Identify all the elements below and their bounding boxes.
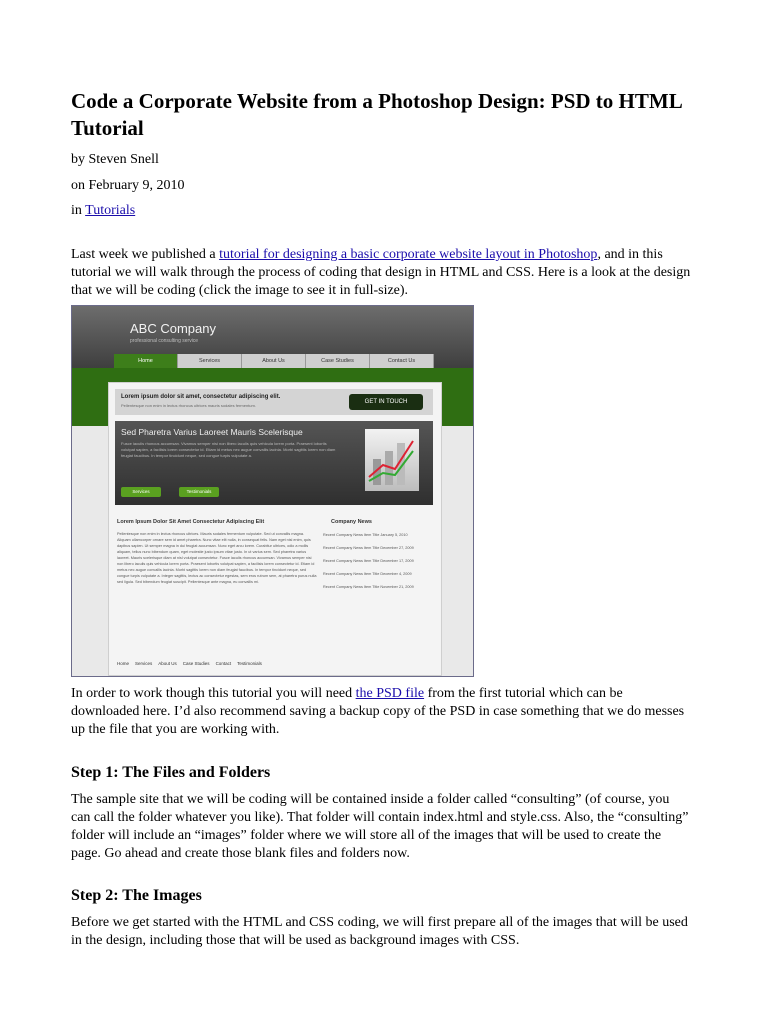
- mockup-footer-item: About Us: [158, 661, 177, 666]
- step2-text: Before we get started with the HTML and CSS coding, we will first prepare all of the images that will be used in the design, including those that will be used as background images with CSS.: [71, 915, 688, 948]
- mockup-feature-title: Sed Pharetra Varius Laoreet Mauris Scelerisque: [121, 427, 303, 437]
- mockup-callout-bar: [115, 389, 433, 415]
- mockup-tagline: professional consulting service: [130, 338, 199, 344]
- step2-heading: Step 2: The Images: [71, 887, 202, 904]
- psd-paragraph: [71, 685, 691, 739]
- mockup-news-title: Company News: [331, 519, 372, 525]
- mockup-news-item: Recent Company News Item Title December 4, 2009: [323, 572, 412, 576]
- category-link[interactable]: Tutorials: [85, 203, 136, 218]
- article-title: Code a Corporate Website from a Photoshop Design: PSD to HTML Tutorial: [71, 89, 682, 140]
- byline: by Steven Snell: [71, 152, 159, 167]
- psd-text-2: from the first tutorial which can be downloaded here. I’d also recommend saving a backup copy of the PSD in case something that we do messes up the file that you are working with.: [71, 686, 685, 737]
- step1-text: The sample site that we will be coding will be contained inside a folder called “consulting” (of course, you can call the folder whatever you like). That folder will contain index.html and style.css. Also, the “consulting” folder will include an “images” folder where we will store all of the images that will be used to create the page. Go ahead and create those blank files and folders now.: [71, 792, 689, 861]
- publish-date: on February 9, 2010: [71, 178, 185, 193]
- mockup-nav-item: About Us: [242, 354, 306, 368]
- mockup-cta-button: GET IN TOUCH: [349, 394, 423, 410]
- intro-text-1: Last week we published a: [71, 247, 220, 262]
- psd-text-1: In order to work though this tutorial you will need: [71, 686, 356, 701]
- mockup-footer-item: Testimonials: [237, 661, 262, 666]
- mockup-news-item: Recent Company News Item Title December 27, 2009: [323, 546, 414, 550]
- mockup-news-item: Recent Company News Item Title December 17, 2009: [323, 559, 414, 563]
- psd-file-link[interactable]: the PSD file: [355, 686, 425, 701]
- mockup-nav-item: Case Studies: [306, 354, 370, 368]
- design-preview-image[interactable]: [71, 305, 474, 677]
- mockup-logo: ABC Company: [130, 321, 216, 336]
- mockup-services-button: Services: [121, 487, 161, 497]
- mockup-nav-item: Home: [114, 354, 178, 368]
- mockup-footer-item: Contact: [215, 661, 232, 666]
- mockup-footer-item: Case Studies: [182, 661, 210, 666]
- mockup-footer-nav: [117, 661, 262, 666]
- mockup-testimonials-button: Testimonials: [179, 487, 219, 497]
- mockup-chart-graphic: [365, 429, 419, 491]
- mockup-feature: [115, 421, 433, 505]
- category-prefix: in: [71, 203, 82, 218]
- mockup-news-list: [323, 533, 423, 598]
- intro-text-2: , and in this tutorial we will walk through the process of coding that design in HTML and CSS. Here is a look at the design that we will be coding (click the image to see it in full-size).: [71, 247, 691, 298]
- mockup-nav-item: Services: [178, 354, 242, 368]
- mockup-left-text: Pellentesque non enim in lectus rhoncus ultrices. Mauris sodales fermentum vulputate. Sed ut convallis magna. Aliquam ullamcorper ornare sem id amet pharetra. Nunc vitae elit nulla, in consequat felis. Nam eget nisl enim, quis dapibus sapien. Ut semper magna in dui feugiat accumsan. Nunc eget arcu lorem. Curabitur ultrices, odio a mollis aliquam, tellus nunc bibendum quam, eget molestie justo ipsum vitae justo. In ut varius sem. Sed pharetra varius laoreet. Mauris scelerisque diam at nisl volutpat consectetur. Fusce iaculis rhoncus accumsan. Vivamus semper nisi non libero iaculis quis vehicula lorem porta. Praesent lobortis volutpat sapien, a facilisis lorem consectetur id. Etiam id metus nec augue convallis lacinia. Morbi sagittis lorem non diam feugiat faucibus. In tempor tincidunt neque, sed congue turpis vulputate a. Integer sagittis, lectus ac consectetur egestas, sem eros rutrum sem, at pharetra purus nulla sed ligula. Sed bibendum feugiat suscipit. Pellentesque ante magna, eu convallis mi.: [117, 532, 317, 584]
- step1-heading: Step 1: The Files and Folders: [71, 764, 271, 781]
- intro-paragraph: [71, 246, 691, 300]
- mockup-footer-item: Home: [117, 661, 130, 666]
- category-line: [71, 202, 135, 220]
- mockup-callout-sub: Pellentesque non enim in lectus rhoncus ultrices mauris sodales fermentum.: [121, 403, 256, 408]
- mockup-header: [72, 306, 473, 374]
- photoshop-tutorial-link[interactable]: tutorial for designing a basic corporate website layout in Photoshop: [219, 247, 598, 262]
- mockup-feature-text: Fusce iaculis rhoncus accumsan. Vivamus semper nisi non libero iaculis quis vehicula lorem porta. Praesent lobortis volutpat sapien, a facilisis lorem consectetur id. Etiam id metus nec augue convallis lacinia. Morbi sagittis lorem non diam feugiat faucibus. In tempor tincidunt neque, sed congue turpis vulputate a.: [121, 441, 336, 458]
- mockup-nav-item: Contact Us: [370, 354, 434, 368]
- mockup-content-box: [108, 382, 442, 676]
- mockup-callout-title: Lorem ipsum dolor sit amet, consectetur adipiscing elit.: [121, 394, 281, 400]
- mockup-news-item: Recent Company News Item Title November 21, 2009: [323, 585, 414, 589]
- mockup-nav: [114, 354, 434, 368]
- mockup-footer-item: Services: [135, 661, 153, 666]
- mockup-news-item: Recent Company News Item Title January 5, 2010: [323, 533, 408, 537]
- mockup-left-title: Lorem Ipsum Dolor Sit Amet Consectetur Adipiscing Elit: [117, 519, 265, 525]
- chart-graphic-icon: [365, 429, 419, 491]
